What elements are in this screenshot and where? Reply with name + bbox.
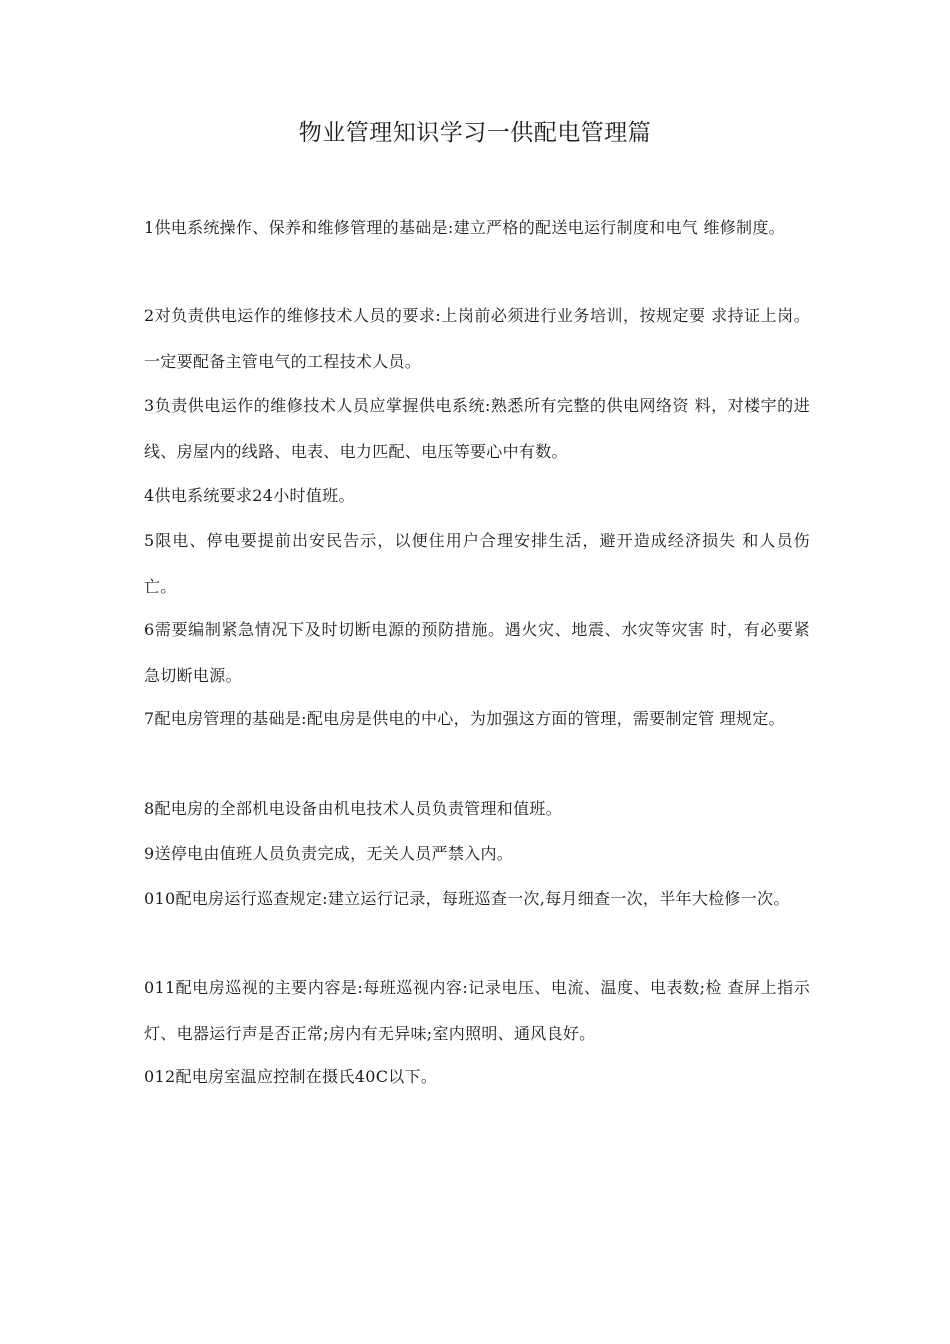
paragraph-2: 2对负责供电运作的维修技术人员的要求:上岗前必须进行业务培训，按规定要 求持证上岗。一定要配备主管电气的工程技术人员。: [144, 306, 810, 371]
paragraph-7: 7配电房管理的基础是:配电房是供电的中心，为加强这方面的管理，需要制定管 理规定。: [144, 709, 785, 728]
paragraph-3: 3负责供电运作的维修技术人员应掌握供电系统:熟悉所有完整的供电网络资 料，对楼宇的进线、房屋内的线路、电表、电力匹配、电压等要心中有数。: [144, 396, 810, 461]
paragraph-8: 8配电房的全部机电设备由机电技术人员负责管理和值班。: [144, 799, 562, 818]
document-title: 物业管理知识学习一供配电管理篇: [298, 120, 652, 146]
paragraph-11: 011配电房巡视的主要内容是:每班巡视内容:记录电压、电流、温度、电表数;检 查屏上指示灯、电器运行声是否正常;房内有无异味;室内照明、通风良好。: [144, 978, 810, 1043]
paragraph-6: 6需要编制紧急情况下及时切断电源的预防措施。遇火灾、地震、水灾等灾害 时，有必要紧急切断电源。: [144, 620, 810, 685]
paragraph-1: 1供电系统操作、保养和维修管理的基础是:建立严格的配送电运行制度和电气 维修制度。: [144, 218, 785, 237]
paragraph-4: 4供电系统要求24小时值班。: [144, 486, 355, 505]
paragraph-10: 010配电房运行巡查规定:建立运行记录，每班巡查一次,每月细查一次，半年大检修一次。: [144, 889, 790, 908]
paragraph-5: 5限电、停电要提前出安民告示，以便住用户合理安排生活，避开造成经济损失 和人员伤亡。: [144, 531, 810, 596]
paragraph-9: 9送停电由值班人员负责完成，无关人员严禁入内。: [144, 844, 514, 863]
paragraph-12: 012配电房室温应控制在摄氏40C以下。: [144, 1067, 438, 1086]
